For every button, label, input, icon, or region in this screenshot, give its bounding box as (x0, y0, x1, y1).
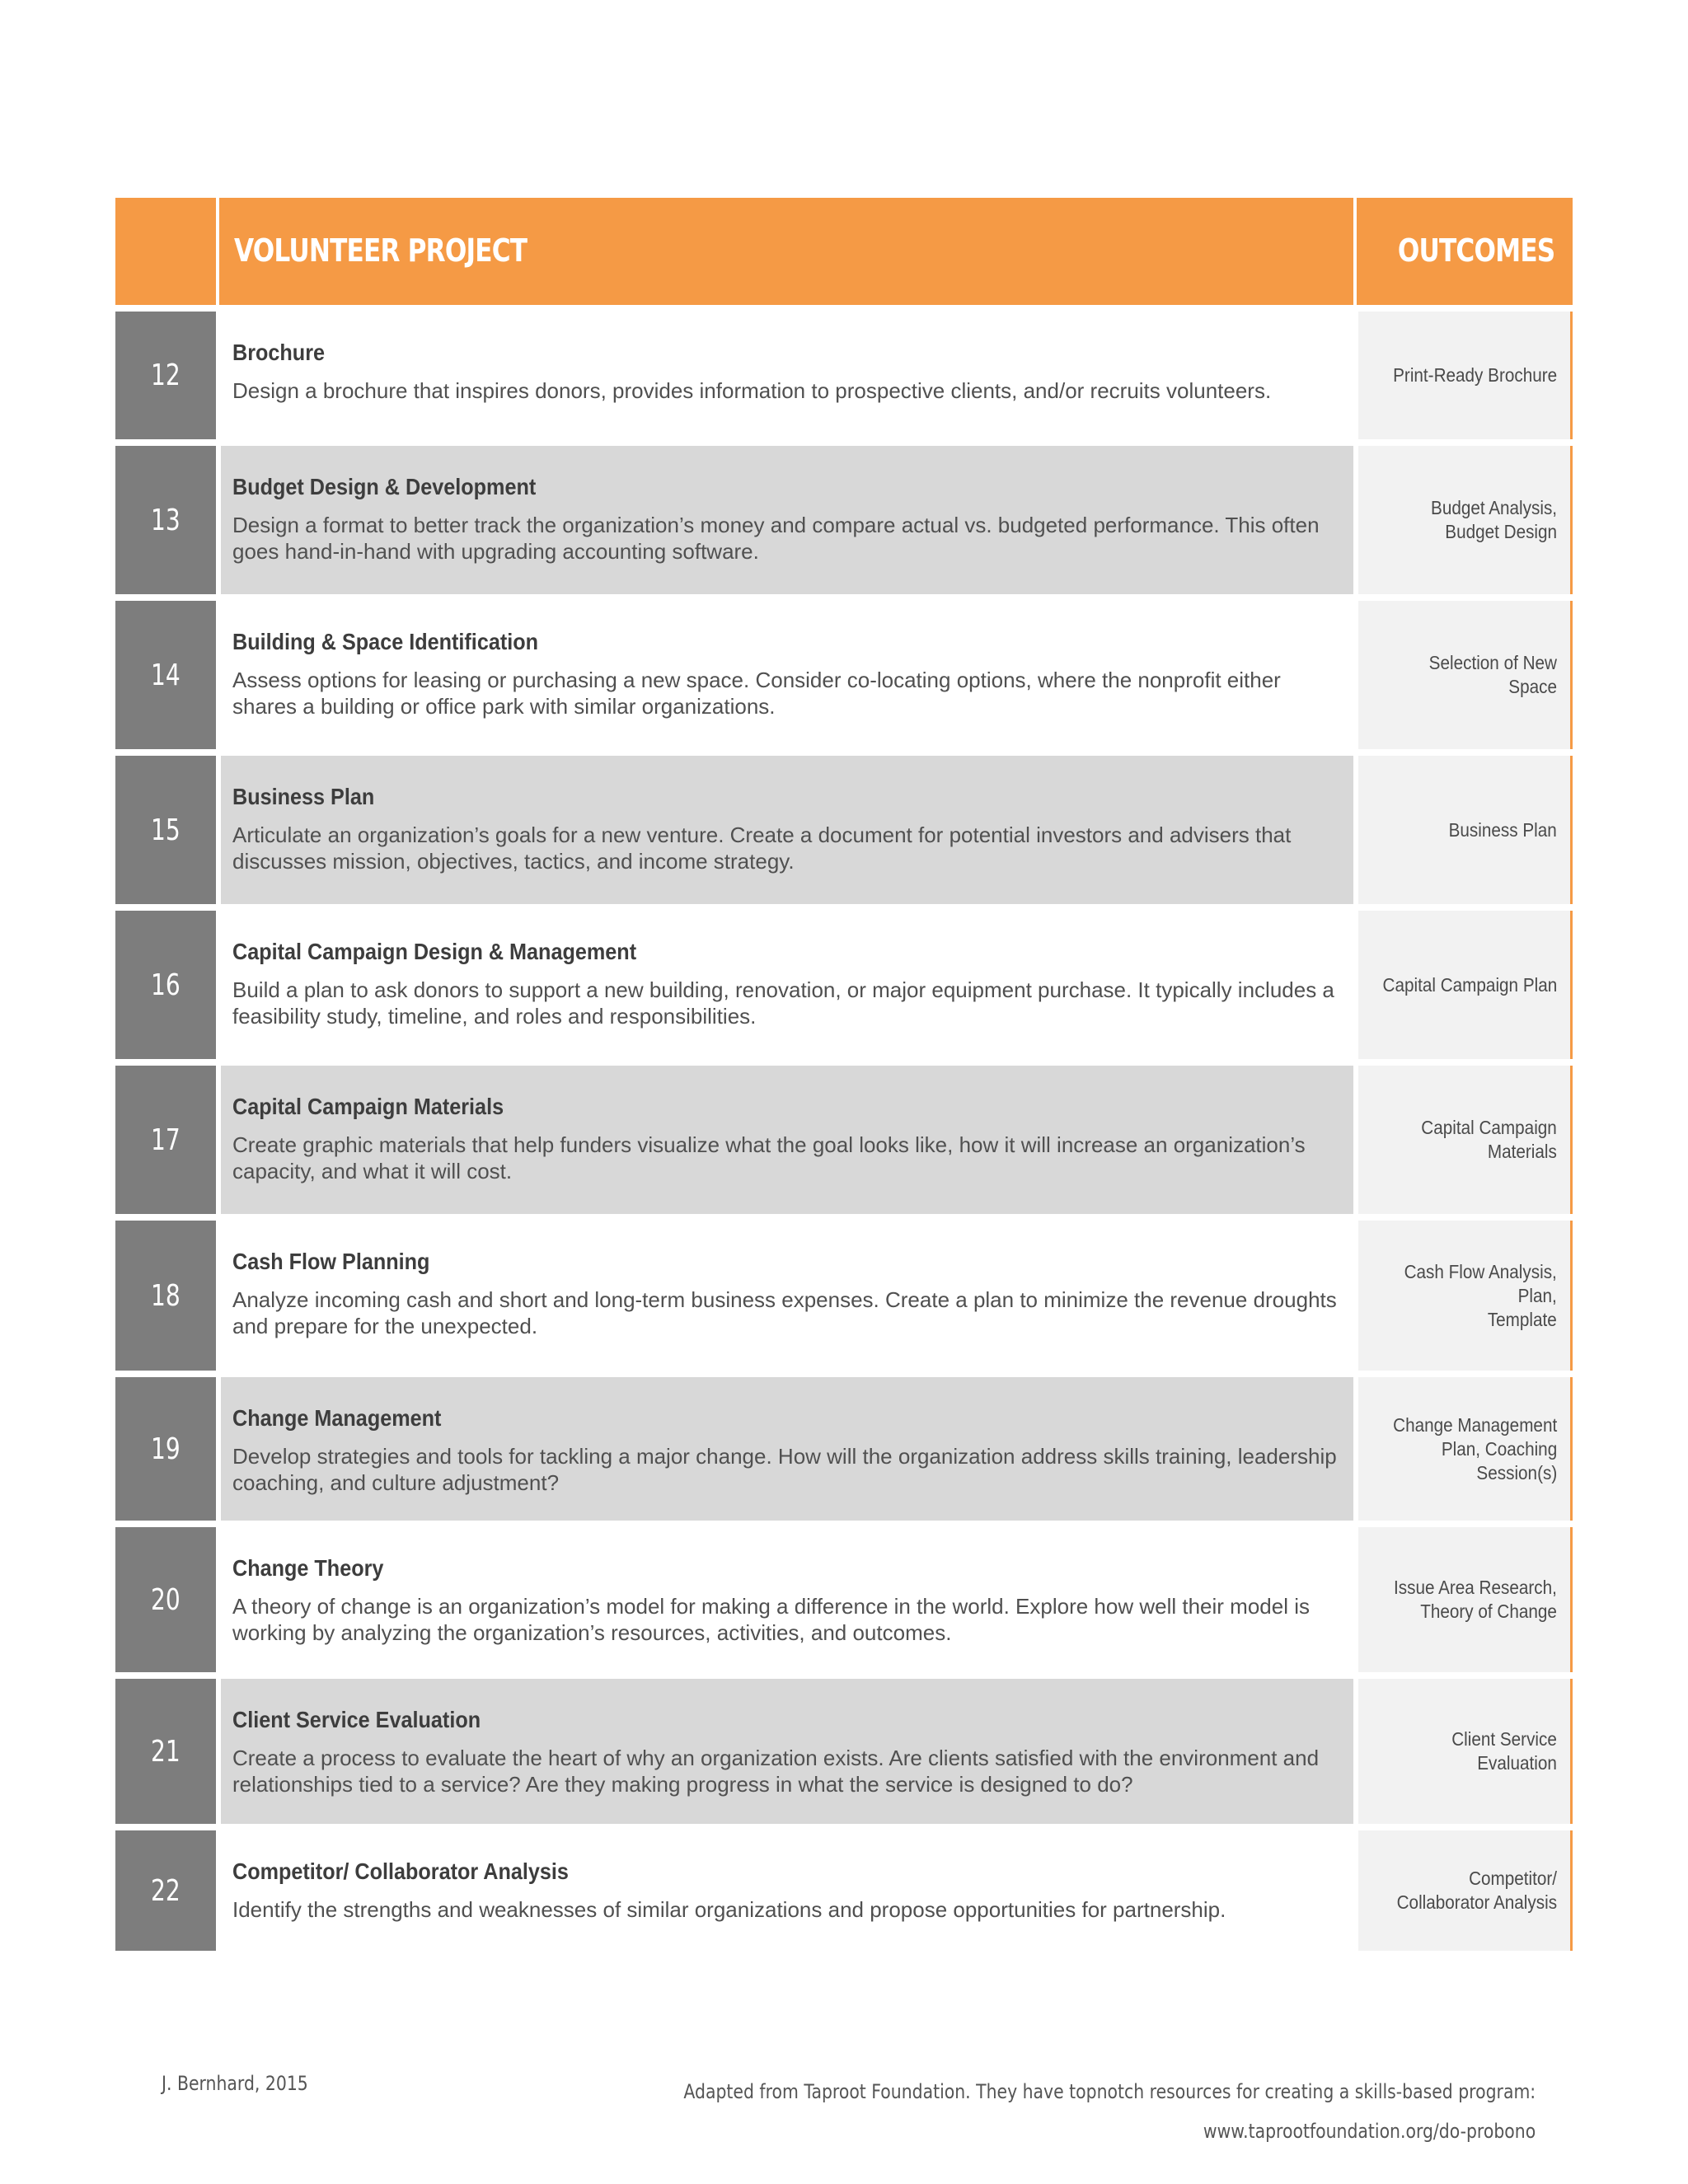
header-divider (1353, 198, 1357, 305)
table-row (115, 1066, 1573, 1214)
project-cell (221, 1527, 1353, 1672)
row-number: 15 (115, 756, 216, 904)
project-cell (221, 1066, 1353, 1214)
projects-table (115, 198, 1573, 1951)
project-cell (221, 601, 1353, 749)
table-header (115, 198, 1573, 305)
project-title: Budget Design & Development (232, 474, 537, 499)
outcomes-heading: OUTCOMES (1397, 232, 1554, 269)
outcome-text: Business Plan (1448, 818, 1557, 841)
row-number: 21 (115, 1679, 216, 1824)
row-number: 19 (115, 1377, 216, 1521)
table-row (115, 1221, 1573, 1371)
project-description: Build a plan to ask donors to support a new building, renovation, or major equipment purchase. It typically includes a feasibility study, timeline, and roles and responsibilities. (232, 977, 1334, 1029)
row-number: 16 (115, 911, 216, 1059)
project-title: Capital Campaign Materials (232, 1094, 504, 1119)
project-description: Assess options for leasing or purchasing a new space. Consider co-locating options, where the nonprofit either shares a building or office park with similar organizations. (232, 668, 1281, 719)
outcome-text: Competitor/ Collaborator Analysis (1396, 1868, 1557, 1913)
table-row (115, 1679, 1573, 1824)
row-number: 14 (115, 601, 216, 749)
project-title: Business Plan (232, 784, 375, 809)
outcome-cell (1358, 1066, 1573, 1214)
outcome-text: Client Service Evaluation (1451, 1728, 1557, 1774)
project-title: Cash Flow Planning (232, 1249, 430, 1274)
row-number: 17 (115, 1066, 216, 1214)
source-url: www.taprootfoundation.org/do-probono (1203, 2120, 1536, 2143)
outcome-cell (1358, 1377, 1573, 1521)
project-cell (221, 1221, 1353, 1371)
outcome-cell (1358, 312, 1573, 439)
project-cell (221, 756, 1353, 904)
table-row (115, 1830, 1573, 1951)
outcome-cell (1358, 911, 1573, 1059)
project-cell (221, 1679, 1353, 1824)
source-credit-text: Adapted from Taproot Foundation. They have topnotch resources for creating a skills-based program: (683, 2080, 1536, 2103)
row-number: 22 (115, 1830, 216, 1951)
project-title: Change Theory (232, 1555, 384, 1581)
project-cell (221, 1830, 1353, 1951)
author-credit: J. Bernhard, 2015 (162, 2072, 308, 2095)
outcome-cell (1358, 1221, 1573, 1371)
project-description: Articulate an organization’s goals for a new venture. Create a document for potential investors and advisers that discusses mission, objectives, tactics, and income strategy. (232, 823, 1292, 874)
outcome-cell (1358, 1527, 1573, 1672)
table-row (115, 911, 1573, 1059)
outcome-text: Print-Ready Brochure (1392, 364, 1557, 386)
outcome-text: Issue Area Research, Theory of Change (1394, 1577, 1557, 1622)
outcome-cell (1358, 1679, 1573, 1824)
table-row (115, 756, 1573, 904)
project-description: Develop strategies and tools for tackling a major change. How will the organization address skills training, leadership coaching, and culture adjustment? (232, 1444, 1337, 1495)
project-title: Building & Space Identification (232, 629, 539, 654)
header-divider (216, 198, 219, 305)
project-description: Create a process to evaluate the heart of why an organization exists. Are clients satisfied with the environment and relationships tied to a service? Are they making progress in what the service is designed to do? (232, 1746, 1320, 1797)
table-row (115, 312, 1573, 439)
project-title: Competitor/ Collaborator Analysis (232, 1858, 569, 1884)
project-description: Design a format to better track the organization’s money and compare actual vs. budgeted performance. This often goes hand-in-hand with upgrading accounting software. (232, 513, 1320, 564)
volunteer-project-heading: VOLUNTEER PROJECT (234, 232, 528, 269)
project-cell (221, 446, 1353, 594)
table-row (115, 1377, 1573, 1521)
outcome-text: Change Management Plan, Coaching Session(s) (1392, 1413, 1557, 1483)
outcome-cell (1358, 756, 1573, 904)
outcome-text: Capital Campaign Materials (1421, 1117, 1557, 1162)
project-title: Brochure (232, 340, 326, 365)
table-body (115, 312, 1573, 1951)
project-description: Identify the strengths and weaknesses of similar organizations and propose opportunities for partnership. (232, 1897, 1226, 1922)
row-number: 18 (115, 1221, 216, 1371)
outcome-cell (1358, 601, 1573, 749)
table-row (115, 446, 1573, 594)
project-title: Client Service Evaluation (232, 1707, 481, 1732)
project-cell (221, 1377, 1353, 1521)
outcome-text: Cash Flow Analysis, Plan, Template (1404, 1260, 1557, 1330)
project-cell (221, 312, 1353, 439)
row-number: 13 (115, 446, 216, 594)
outcome-text: Capital Campaign Plan (1382, 973, 1557, 996)
project-description: Analyze incoming cash and short and long-term business expenses. Create a plan to minimize the revenue droughts and prepare for the unexpected. (232, 1287, 1337, 1338)
row-number: 20 (115, 1527, 216, 1672)
project-title: Capital Campaign Design & Management (232, 939, 637, 964)
row-number: 12 (115, 312, 216, 439)
table-row (115, 1527, 1573, 1672)
outcome-cell (1358, 446, 1573, 594)
project-description: A theory of change is an organization’s model for making a difference in the world. Explore how well their model is working by analyzing the organization’s resources, activities, and outcomes. (232, 1594, 1310, 1645)
project-description: Design a brochure that inspires donors, provides information to prospective clients, and/or recruits volunteers. (232, 378, 1272, 403)
project-cell (221, 911, 1353, 1059)
project-description: Create graphic materials that help funders visualize what the goal looks like, how it will increase an organization’s capacity, and what it will cost. (232, 1132, 1306, 1183)
project-title: Change Management (232, 1405, 442, 1431)
outcome-text: Selection of New Space (1428, 652, 1557, 697)
source-credit (683, 2072, 1536, 2151)
table-row (115, 601, 1573, 749)
outcome-text: Budget Analysis, Budget Design (1430, 497, 1557, 542)
outcome-cell (1358, 1830, 1573, 1951)
